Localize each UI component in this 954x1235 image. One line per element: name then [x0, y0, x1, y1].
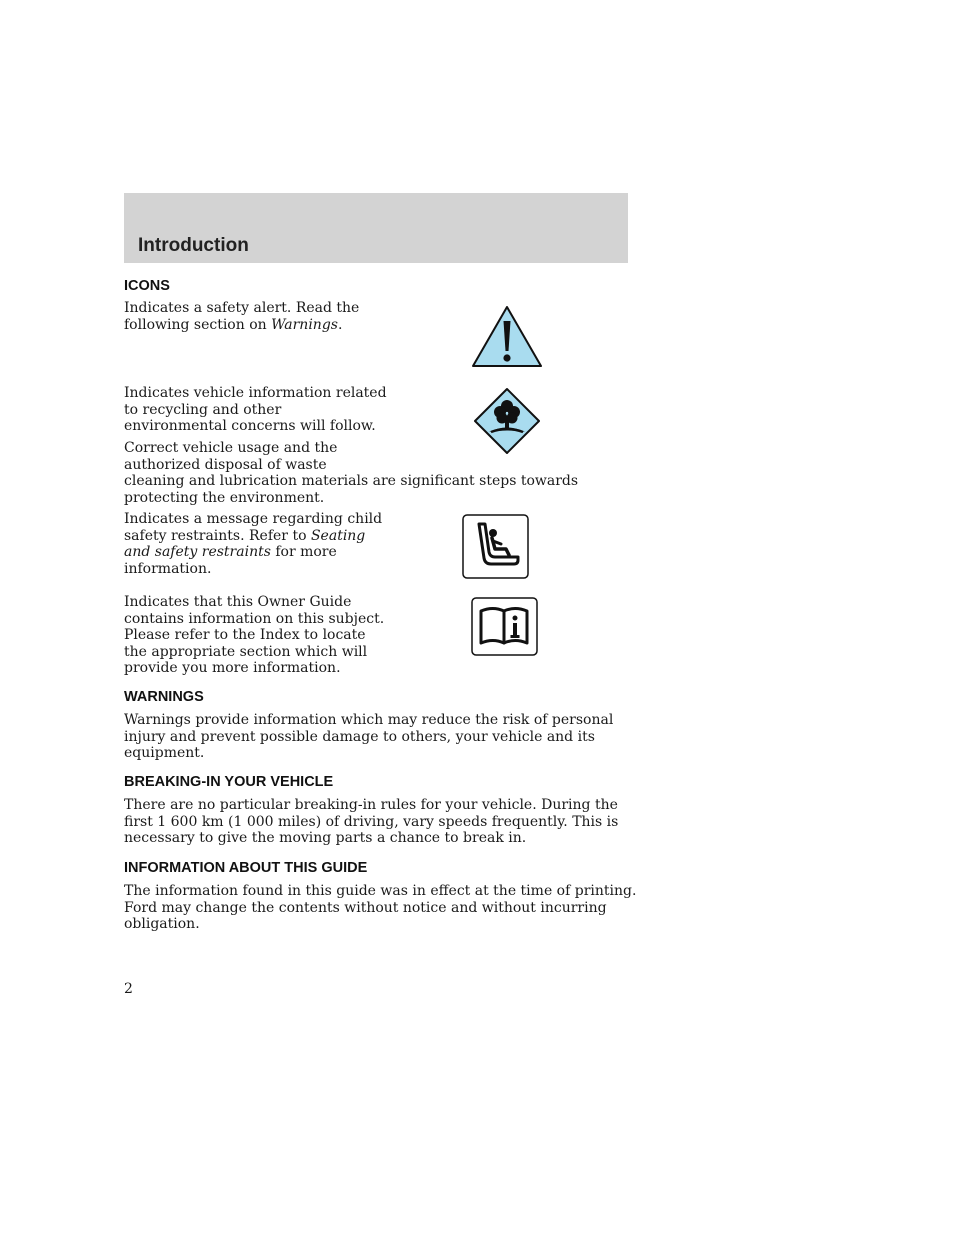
child-restraint-line-1: Indicates a message regarding child: [124, 511, 383, 527]
environment-detail-line-2: authorized disposal of waste: [124, 456, 327, 473]
safety-alert-line-1: Indicates a safety alert. Read the: [124, 300, 360, 316]
child-seat-icon: [462, 514, 530, 580]
environment-line-2: to recycling and other: [124, 401, 282, 418]
environment-line-1: Indicates vehicle information related: [124, 385, 387, 401]
icons-heading: ICONS: [124, 278, 170, 294]
warnings-heading: WARNINGS: [124, 689, 204, 705]
breaking-in-line-2: first 1 600 km (1 000 miles) of driving, vary speeds frequently. This is: [124, 813, 619, 830]
section-header-band: [124, 193, 628, 263]
warnings-line-1: Warnings provide information which may reduce the risk of personal: [124, 712, 614, 728]
environment-text: [124, 385, 387, 435]
warnings-line-2: injury and prevent possible damage to others, your vehicle and its: [124, 728, 595, 745]
environment-detail-line-3: cleaning and lubrication materials are significant steps towards: [124, 473, 579, 489]
child-restraint-line-4: information.: [124, 560, 212, 577]
guide-info-text: [124, 883, 636, 933]
environment-detail-line-1: Correct vehicle usage and the: [124, 440, 338, 456]
breaking-in-text: [124, 797, 618, 847]
safety-alert-line-2: [124, 317, 359, 334]
guide-info-line-2: Ford may change the contents without notice and without incurring: [124, 899, 607, 916]
safety-alert-text: [124, 300, 359, 333]
safety-alert-line-2-text: following section on: [124, 316, 272, 333]
safety-alert-line-2-end: .: [337, 316, 343, 333]
seating-reference: Seating: [310, 527, 366, 544]
owner-guide-text: [124, 594, 384, 677]
child-restraint-line-3: [124, 544, 382, 561]
guide-info-heading: INFORMATION ABOUT THIS GUIDE: [124, 860, 368, 876]
child-restraint-line-2-text: safety restraints. Refer to: [124, 527, 311, 544]
breaking-in-line-1: There are no particular breaking-in rules for your vehicle. During the: [124, 797, 618, 813]
section-title: Introduction: [138, 235, 249, 256]
environment-line-3: environmental concerns will follow.: [124, 418, 376, 434]
owner-guide-line-2: contains information on this subject.: [124, 610, 385, 627]
owner-guide-line-3: Please refer to the Index to locate: [124, 627, 366, 643]
warnings-text: [124, 712, 613, 762]
environment-detail-text: [124, 440, 578, 506]
owner-guide-line-4: the appropriate section which will: [124, 643, 368, 660]
environment-detail-line-4: protecting the environment.: [124, 489, 325, 506]
breaking-in-line-3: necessary to give the moving parts a chance to break in.: [124, 830, 527, 846]
breaking-in-heading: BREAKING-IN YOUR VEHICLE: [124, 774, 334, 790]
owner-guide-line-1: Indicates that this Owner Guide: [124, 594, 352, 610]
owner-guide-line-5: provide you more information.: [124, 660, 341, 676]
warnings-line-3: equipment.: [124, 745, 205, 761]
guide-info-line-1: The information found in this guide was in effect at the time of printing.: [124, 883, 637, 899]
page-number: 2: [124, 981, 133, 997]
warnings-reference: Warnings: [271, 316, 338, 333]
safety-restraints-reference: and safety restraints: [124, 544, 271, 560]
child-restraint-line-3-end: for more: [270, 544, 337, 560]
guide-info-line-3: obligation.: [124, 916, 200, 932]
child-restraint-text: [124, 511, 382, 577]
owner-guide-book-icon: [471, 597, 539, 657]
child-restraint-line-2: [124, 528, 382, 545]
safety-alert-icon: [470, 304, 544, 370]
